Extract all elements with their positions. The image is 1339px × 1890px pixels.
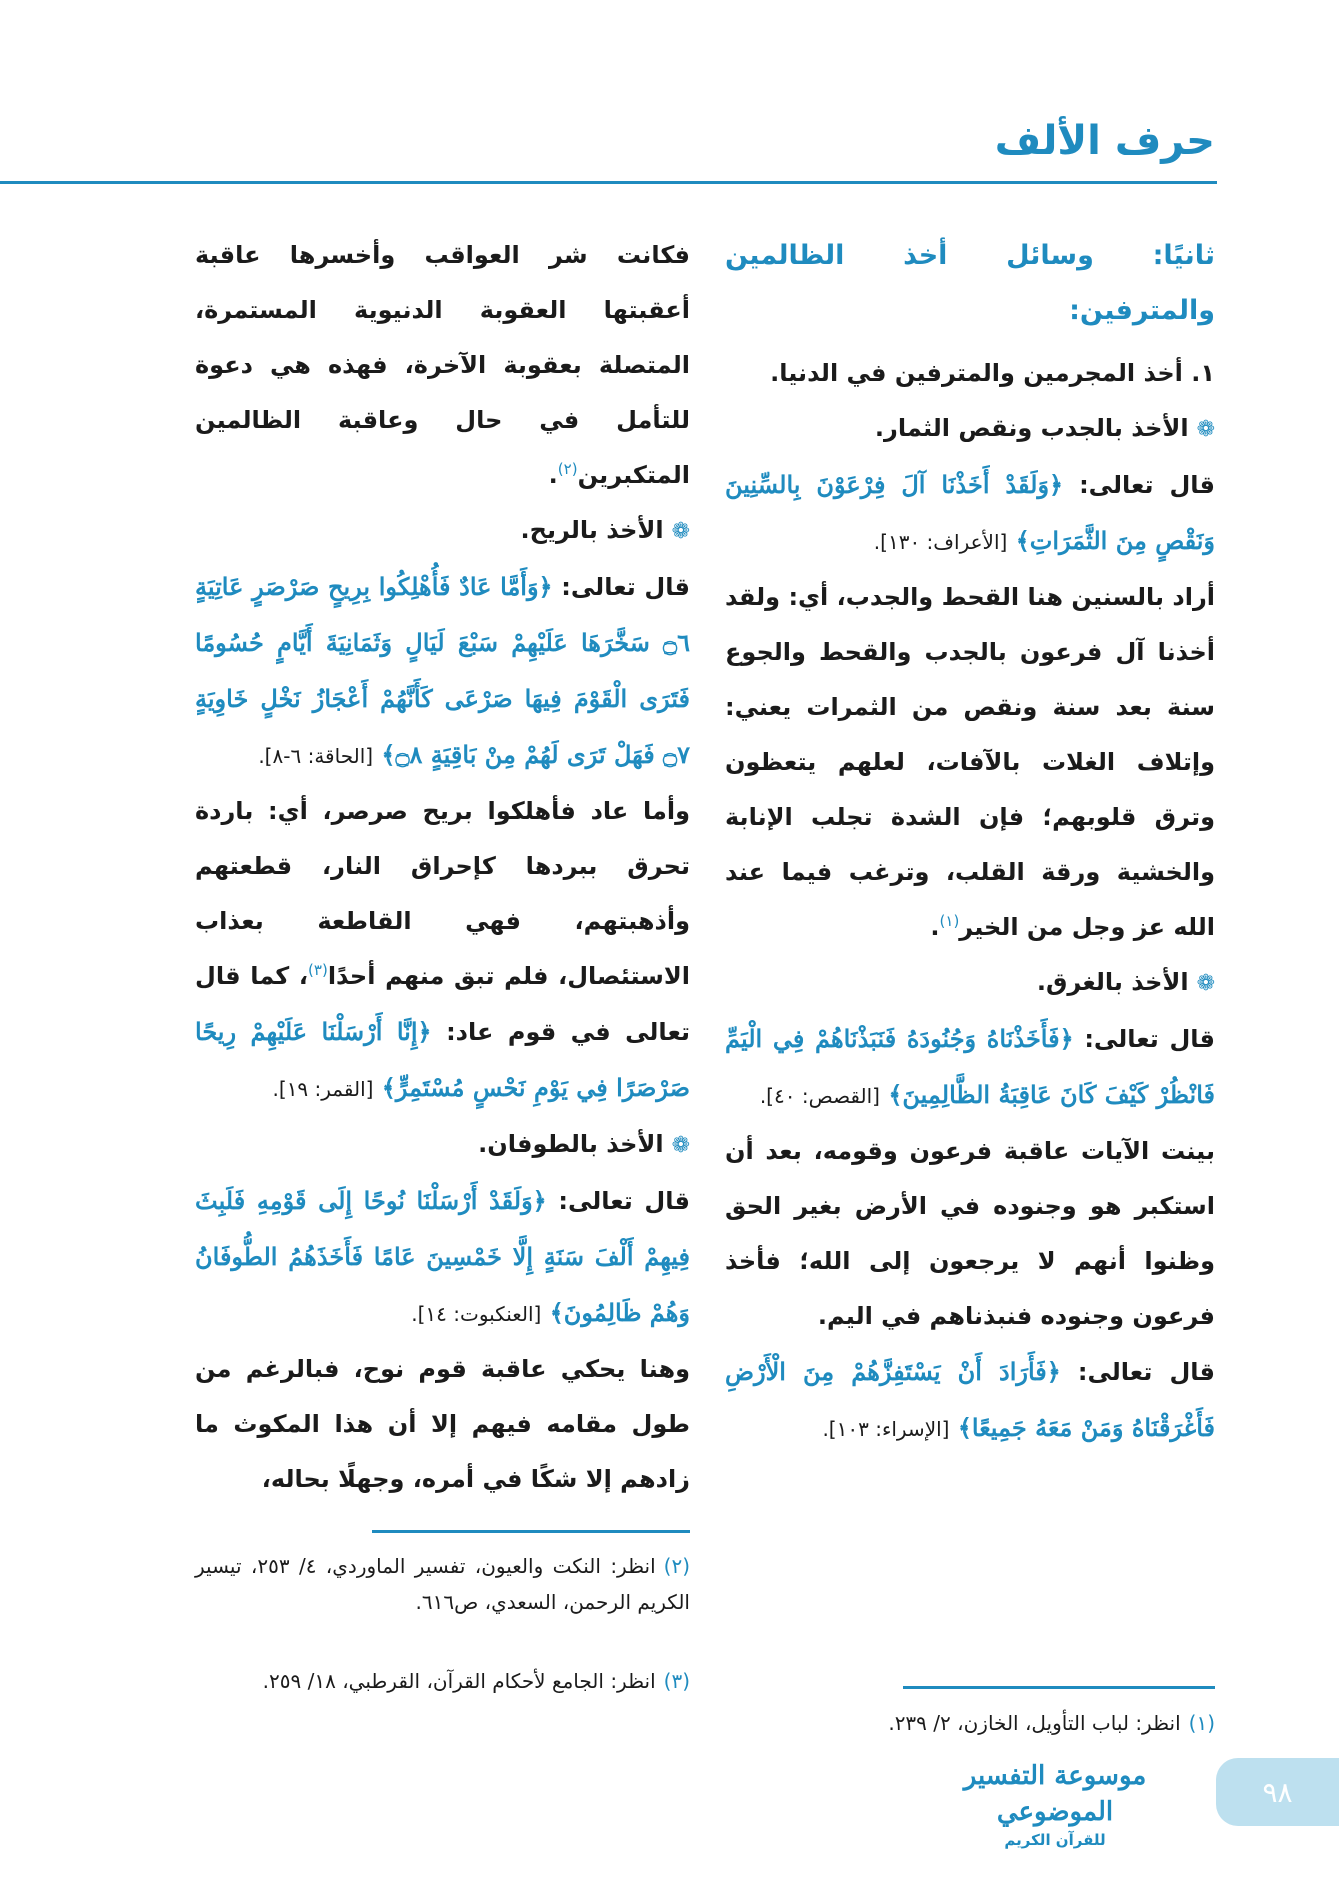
verse-text: ﴿فَأَرَادَ أَنْ يَسْتَفِزَّهُمْ مِنَ الْأَرْضِ فَأَغْرَقْنَاهُ وَمَنْ مَعَهُ جَمِيعًا﴾	[725, 1357, 1215, 1442]
verse-block	[195, 1173, 690, 1342]
left-column	[195, 228, 690, 1507]
footnote	[195, 1548, 690, 1620]
bullet-text: الأخذ بالطوفان.	[478, 1130, 664, 1158]
footnote-number: (٢)	[663, 1554, 690, 1578]
footnote-marker[interactable]: (٣)	[308, 961, 328, 979]
verse-text: ﴿وَلَقَدْ أَخَذْنَا آلَ فِرْعَوْنَ بِالسِّنِينَ وَنَقْصٍ مِنَ الثَّمَرَاتِ﴾	[725, 470, 1215, 555]
verse-block	[725, 1011, 1215, 1124]
footnote-marker[interactable]: (٢)	[557, 460, 578, 478]
bullet-text: الأخذ بالجدب ونقص الثمار.	[874, 414, 1189, 442]
logo-title: موسوعة التفسير الموضوعي	[963, 1761, 1147, 1827]
paragraph	[195, 784, 690, 1117]
verse-intro: قال تعالى:	[1077, 1358, 1215, 1386]
verse-text: ﴿وَلَقَدْ أَرْسَلْنَا نُوحًا إِلَى قَوْمِهِ فَلَبِثَ فِيهِمْ أَلْفَ سَنَةٍ إِلَّا خَمْسِينَ عَامًا فَأَخَذَهُمُ الطُّوفَانُ وَهُمْ ظَالِمُونَ﴾	[195, 1186, 690, 1327]
page-number: ٩٨	[1216, 1758, 1339, 1826]
footnote-divider	[372, 1530, 690, 1533]
section-title: حرف الألف	[994, 118, 1215, 164]
footnote-number: (٣)	[663, 1669, 690, 1693]
verse-reference: [الإسراء: ١٠٣].	[822, 1417, 950, 1441]
logo-subtitle: للقرآن الكريم	[1004, 1831, 1106, 1849]
footnote	[195, 1663, 690, 1699]
verse-reference: [القصص: ٤٠].	[759, 1084, 880, 1108]
paragraph: أراد بالسنين هنا القحط والجدب، أي: ولقد أخذنا آل فرعون بالجدب والقحط والجوع سنة بعد سنة ونقص من الثمرات يعني: وإتلاف الغلات بالآفات، لعلهم يتعظون وترق قلوبهم؛ فإن الشدة تجلب الإنابة والخشية ورقة القلب، وترغب فيما عند الله عز وجل من الخير$^{(١)}$.	[725, 583, 1215, 941]
rosette-icon: ❁	[1196, 417, 1215, 442]
footnote	[725, 1705, 1215, 1741]
verse-text: ﴿فَأَخَذْنَاهُ وَجُنُودَهُ فَنَبَذْنَاهُمْ فِي الْيَمِّ فَانْظُرْ كَيْفَ كَانَ عَاقِبَةُ الظَّالِمِينَ﴾	[725, 1024, 1215, 1109]
paragraph: وهنا يحكي عاقبة قوم نوح، فبالرغم من طول مقامه فيهم إلا أن هذا المكوث ما زادهم إلا شكًا في أمره، وجهلًا بحاله،	[195, 1355, 690, 1493]
paragraph-text: أراد بالسنين هنا القحط والجدب، أي: ولقد أخذنا آل فرعون بالجدب والقحط والجوع سنة بعد سنة ونقص من الثمرات يعني: وإتلاف الغلات بالآفات، لعلهم يتعظون وترق قلوبهم؛ فإن الشدة تجلب الإنابة والخشية ورقة القلب، وترغب فيما عند الله عز وجل من الخير	[725, 583, 1215, 941]
bullet-text: الأخذ بالريح.	[520, 516, 664, 544]
verse-block	[725, 457, 1215, 570]
paragraph-text: وأما عاد فأهلكوا بريح صرصر، أي: باردة تحرق ببردها كإحراق النار، قطعتهم وأذهبتهم، فهي القاطعة بعذاب الاستئصال، فلم تبق منهم أحدًا	[195, 797, 691, 990]
bullet-heading	[195, 503, 690, 559]
verse-reference: [الحاقة: ٦-٨].	[258, 744, 374, 768]
verse-reference: [العنكبوت: ١٤].	[411, 1302, 542, 1326]
header-divider	[0, 181, 1217, 184]
rosette-icon: ❁	[671, 519, 690, 544]
rosette-icon: ❁	[671, 1133, 690, 1158]
verse-intro: قال تعالى:	[1079, 471, 1215, 499]
paragraph: فكانت شر العواقب وأخسرها عاقبة أعقبتها العقوبة الدنيوية المستمرة، المتصلة بعقوبة الآخرة، فهذه هي دعوة للتأمل في حال وعاقبة الظالمين المتكبرين$^{(٢)}$.	[195, 241, 690, 489]
footnote-text: انظر: النكت والعيون، تفسير الماوردي، ٤/ ٢٥٣، تيسير الكريم الرحمن، السعدي، ص٦١٦.	[195, 1554, 690, 1614]
bullet-heading	[725, 955, 1215, 1011]
paragraph-text: ، كما قال تعالى في قوم عاد:	[195, 962, 690, 1046]
footnote-marker[interactable]: (١)	[939, 912, 960, 930]
bullet-heading	[195, 1117, 690, 1173]
verse-reference: [القمر: ١٩].	[272, 1077, 374, 1101]
numbered-item: ١. أخذ المجرمين والمترفين في الدنيا.	[770, 359, 1215, 387]
paragraph-text: فكانت شر العواقب وأخسرها عاقبة أعقبتها العقوبة الدنيوية المستمرة، المتصلة بعقوبة الآخرة، فهذه هي دعوة للتأمل في حال وعاقبة الظالمين المتكبرين	[195, 241, 690, 489]
section-heading: ثانيًا: وسائل أخذ الظالمين والمترفين:	[725, 240, 1215, 326]
encyclopedia-logo	[930, 1758, 1180, 1850]
footnote-text: انظر: لباب التأويل، الخازن، ٢/ ٢٣٩.	[888, 1711, 1181, 1735]
verse-text: ﴿إِنَّا أَرْسَلْنَا عَلَيْهِمْ رِيحًا صَرْصَرًا فِي يَوْمِ نَحْسٍ مُسْتَمِرٍّ﴾	[195, 1017, 690, 1102]
verse-reference: [الأعراف: ١٣٠].	[873, 530, 1008, 554]
verse-block	[195, 559, 690, 784]
rosette-icon: ❁	[1196, 971, 1215, 996]
verse-intro: قال تعالى:	[561, 573, 690, 601]
verse-text: ﴿وَأَمَّا عَادٌ فَأُهْلِكُوا بِرِيحٍ صَرْصَرٍ عَاتِيَةٍ ۝٦ سَخَّرَهَا عَلَيْهِمْ سَبْعَ لَيَالٍ وَثَمَانِيَةَ أَيَّامٍ حُسُومًا فَتَرَى الْقَوْمَ فِيهَا صَرْعَى كَأَنَّهُمْ أَعْجَازُ نَخْلٍ خَاوِيَةٍ ۝٧ فَهَلْ تَرَى لَهُمْ مِنْ بَاقِيَةٍ ۝٨﴾	[195, 572, 690, 769]
paragraph: بينت الآيات عاقبة فرعون وقومه، بعد أن استكبر هو وجنوده في الأرض بغير الحق وظنوا أنهم لا يرجعون إلى الله؛ فأخذ فرعون وجنوده فنبذناهم في اليم.	[725, 1137, 1215, 1330]
bullet-text: الأخذ بالغرق.	[1036, 968, 1189, 996]
bullet-heading	[725, 401, 1215, 457]
verse-intro: قال تعالى:	[558, 1187, 690, 1215]
right-column	[725, 228, 1215, 1457]
footnote-text: انظر: الجامع لأحكام القرآن، القرطبي، ١٨/ ٢٥٩.	[262, 1669, 656, 1693]
footnote-divider	[903, 1686, 1215, 1689]
footnote-number: (١)	[1188, 1711, 1215, 1735]
verse-intro: قال تعالى:	[1084, 1025, 1215, 1053]
verse-block	[725, 1344, 1215, 1457]
